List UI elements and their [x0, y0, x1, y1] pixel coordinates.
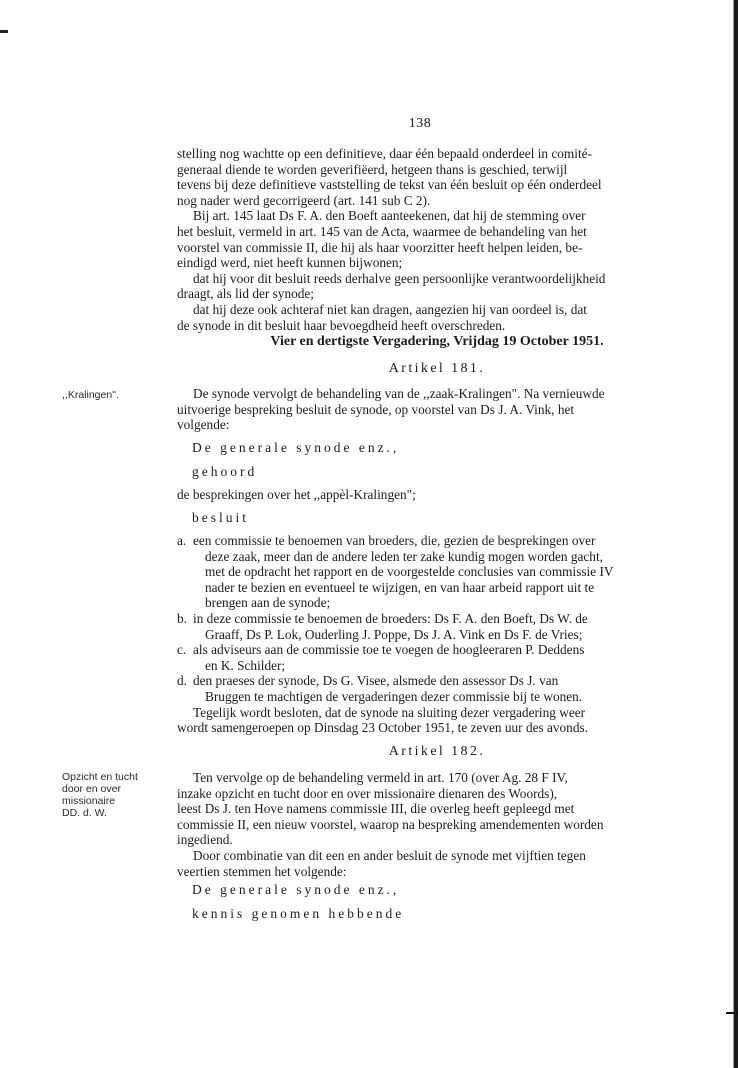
- list-item-label: b.: [177, 610, 187, 626]
- text-line: Bruggen te machtigen de vergaderingen dezer commissie bij te wonen.: [205, 688, 583, 704]
- formula-synode-2: De generale synode enz.,: [192, 882, 400, 897]
- text-line: volgende:: [177, 417, 230, 433]
- text-line: commissie II, een nieuw voorstel, waarop na bespreking amendementen worden: [177, 816, 604, 832]
- text-line: deze zaak, meer dan de andere leden ter zake kundig mogen worden gacht,: [205, 548, 603, 564]
- artikel-181-heading: Artikel 181.: [388, 361, 486, 376]
- text-line: als adviseurs aan de commissie toe te voegen de hoogleeraren P. Deddens: [193, 642, 585, 658]
- decision-list: [177, 533, 697, 736]
- page-number: 138: [408, 116, 432, 131]
- text-line: Tegelijk wordt besloten, dat de synode na sluiting dezer vergadering weer: [193, 704, 586, 720]
- paragraph-181: [177, 386, 697, 433]
- text-line: voorstel van commissie II, die hij als haar voorzitter heeft helpen leiden, be-: [177, 239, 583, 255]
- artikel-182-heading: Artikel 182.: [388, 744, 486, 759]
- text-line: Door combinatie van dit een en ander besluit de synode met vijftien tegen: [193, 847, 586, 863]
- formula-synode: De generale synode enz.,: [192, 440, 400, 455]
- text-line: een commissie te benoemen van broeders, die, gezien de besprekingen over: [193, 533, 596, 548]
- text-line: Ten vervolge op de behandeling vermeld in art. 170 (over Ag. 28 F IV,: [193, 770, 568, 785]
- text-line: den praeses der synode, Ds G. Visee, alsmede den assessor Ds J. van: [193, 673, 559, 689]
- besprekingen-line: de besprekingen over het ,,appèl-Kralingen";: [177, 487, 416, 502]
- list-item-label: c.: [177, 642, 187, 658]
- list-item: [177, 673, 697, 704]
- text-line: Bij art. 145 laat Ds F. A. den Boeft aanteekenen, dat hij de stemming over: [193, 208, 586, 224]
- paragraph-182: [177, 770, 697, 879]
- text-line: wordt samengeroepen op Dinsdag 23 October 1951, te zeven uur des avonds.: [177, 720, 588, 736]
- formula-besluit: besluit: [192, 510, 249, 525]
- margin-note-kralingen: ,,Kralingen".: [62, 389, 119, 401]
- text-line: stelling nog wachtte op een definitieve, daar één bepaald onderdeel in comité-: [177, 146, 592, 161]
- text-line: en K. Schilder;: [205, 657, 286, 673]
- margin-note-opzicht: [62, 771, 138, 819]
- list-item: [177, 533, 697, 611]
- text-line: uitvoerige bespreking besluit de synode, op voorstel van Ds J. A. Vink, het: [177, 401, 575, 417]
- text-line: leest Ds J. ten Hove namens commissie III, die overleg heeft gepleegd met: [177, 801, 575, 817]
- text-line: tevens bij deze definitieve vaststelling de tekst van één besluit op één onderdeel: [177, 177, 602, 193]
- text-line: dat hij deze ook achteraf niet kan dragen, aangezien hij van oordeel is, dat: [193, 301, 587, 317]
- text-line: het besluit, vermeld in art. 145 van de Acta, waarmee de behandeling van het: [177, 223, 587, 239]
- text-line: draagt, als lid der synode;: [177, 286, 314, 302]
- text-line: nog nader werd gecorrigeerd (art. 141 sub C 2).: [177, 192, 431, 208]
- meeting-heading: Vier en dertigste Vergadering, Vrijdag 19 October 1951.: [270, 334, 604, 349]
- text-line: in deze commissie te benoemen de broeders: Ds F. A. den Boeft, Ds W. de: [193, 610, 588, 626]
- margin-note-line: DD. d. W.: [62, 807, 107, 819]
- text-line: ingediend.: [177, 832, 233, 848]
- text-line: brengen aan de synode;: [205, 595, 331, 611]
- text-line: De synode vervolgt de behandeling van de ,,zaak-Kralingen". Na vernieuwde: [193, 386, 605, 401]
- text-line: generaal diende te worden geverifiëerd, hetgeen thans is geschied, terwijl: [177, 161, 568, 177]
- list-item-label: a.: [177, 533, 187, 548]
- text-line: eindigd werd, niet heeft kunnen bijwonen;: [177, 255, 403, 271]
- text-line: inzake opzicht en tucht door en over missionaire dienaren des Woords),: [177, 785, 558, 801]
- formula-gehoord: gehoord: [192, 464, 258, 479]
- margin-note-line: missionaire: [62, 795, 116, 807]
- list-item: [177, 611, 697, 642]
- text-line: veertien stemmen het volgende:: [177, 863, 347, 879]
- margin-note-line: Opzicht en tucht: [62, 771, 138, 783]
- list-item-label: d.: [177, 673, 187, 689]
- formula-kennis: kennis genomen hebbende: [192, 906, 405, 921]
- text-line: de synode in dit besluit haar bevoegdheid heeft overschreden.: [177, 317, 506, 333]
- text-line: Graaff, Ds P. Lok, Ouderling J. Poppe, Ds J. A. Vink en Ds F. de Vries;: [205, 626, 583, 642]
- paragraph-continuation: [177, 146, 697, 333]
- text-line: met de opdracht het rapport en de voorgestelde conclusies van commissie IV: [205, 564, 614, 580]
- text-line: nader te bezien en eventueel te wijzigen, en van haar arbeid rapport uit te: [205, 579, 595, 595]
- margin-note-line: door en over: [62, 783, 121, 795]
- list-item: [177, 642, 697, 673]
- text-line: dat hij voor dit besluit reeds derhalve geen persoonlijke verantwoordelijkheid: [193, 270, 606, 286]
